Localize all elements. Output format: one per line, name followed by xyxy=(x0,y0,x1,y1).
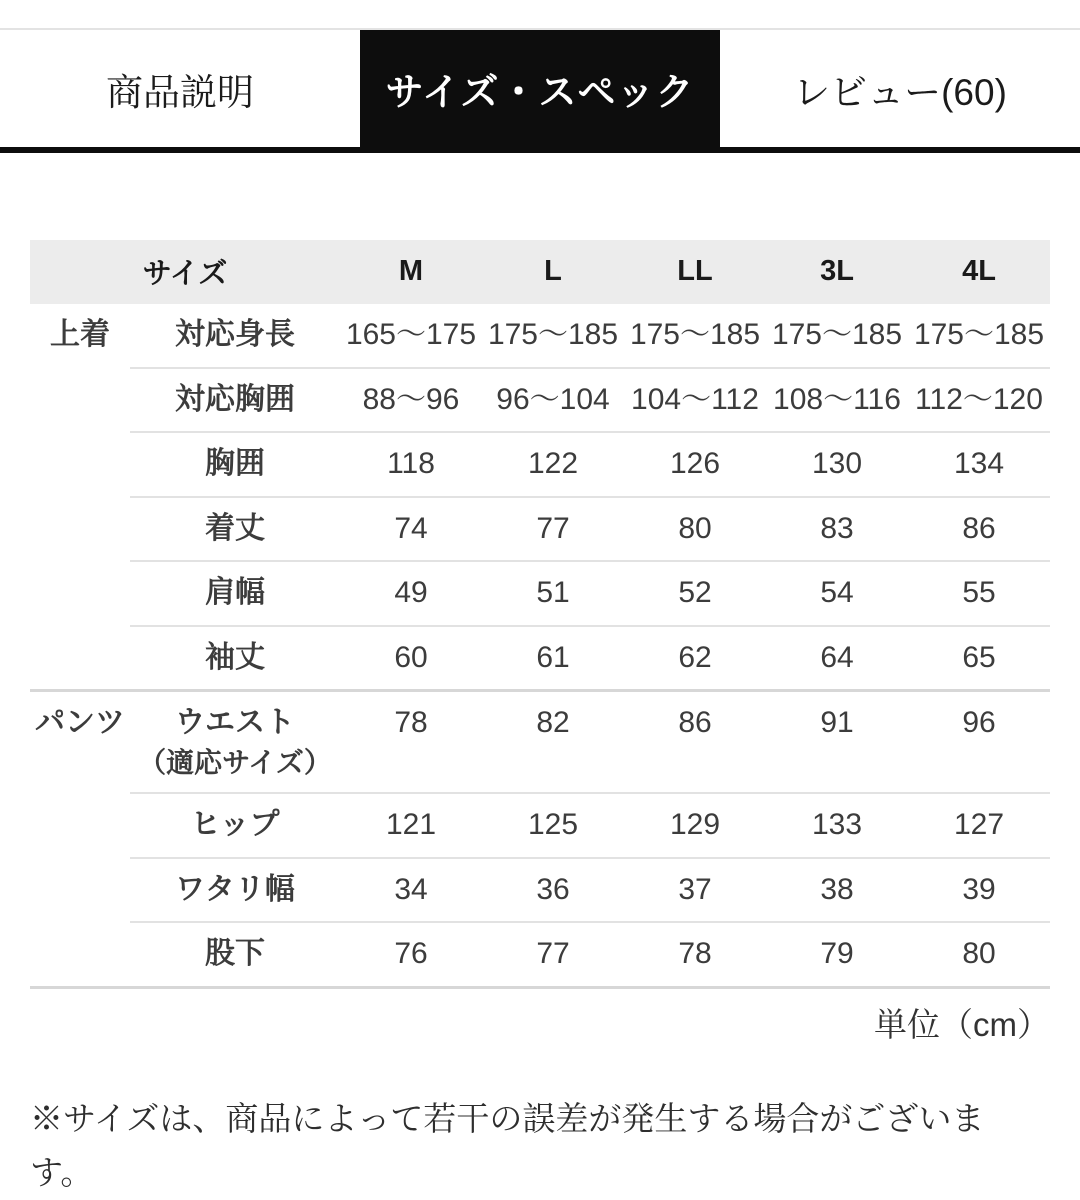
table-row xyxy=(30,497,1050,562)
top-whitespace xyxy=(0,0,1080,28)
spec-value-cell: 80 xyxy=(624,497,766,562)
spec-value-cell: 125 xyxy=(482,793,624,858)
spec-row-label: ヒップ xyxy=(130,793,340,858)
spec-value-cell: 88〜96 xyxy=(340,368,482,433)
table-row xyxy=(30,922,1050,987)
spec-value-cell: 77 xyxy=(482,497,624,562)
spec-value-cell: 108〜116 xyxy=(766,368,908,433)
spec-value-cell: 76 xyxy=(340,922,482,987)
spec-row-label: 対応胸囲 xyxy=(130,368,340,433)
spec-value-cell: 82 xyxy=(482,691,624,794)
spec-value-cell: 133 xyxy=(766,793,908,858)
spec-value-cell: 130 xyxy=(766,432,908,497)
spec-value-cell: 175〜185 xyxy=(629,318,761,351)
size-column-header: 3L xyxy=(766,240,908,304)
spec-value-cell: 74 xyxy=(340,497,482,562)
header-row xyxy=(30,240,1050,304)
spec-value-cell: 122 xyxy=(482,432,624,497)
spec-row-label: 胸囲 xyxy=(130,432,340,497)
spec-row-label: 股下 xyxy=(130,922,340,987)
spec-value-cell: 38 xyxy=(766,858,908,923)
tab-bar xyxy=(0,28,1080,153)
spec-value-cell: 77 xyxy=(482,922,624,987)
spec-value-cell: 78 xyxy=(340,691,482,794)
size-column-header: L xyxy=(482,240,624,304)
size-table-header xyxy=(30,240,1050,304)
spec-value-cell: 65 xyxy=(908,626,1050,691)
spec-row-label: 対応身長 xyxy=(175,318,295,351)
spec-value-cell: 175〜185 xyxy=(913,318,1045,351)
size-table-body xyxy=(30,304,1050,987)
spec-value-cell: 34 xyxy=(340,858,482,923)
size-header-label: サイズ xyxy=(30,240,340,304)
spec-row-label: ウエスト （適応サイズ） xyxy=(130,691,340,794)
spec-value-cell: 60 xyxy=(340,626,482,691)
spec-value-cell: 55 xyxy=(908,561,1050,626)
size-spec-section xyxy=(30,240,1050,1046)
spec-value-cell: 37 xyxy=(624,858,766,923)
spec-value-cell: 96 xyxy=(908,691,1050,794)
size-column-header: 4L xyxy=(908,240,1050,304)
table-row xyxy=(30,691,1050,794)
spec-value-cell: 36 xyxy=(482,858,624,923)
tab-reviews[interactable]: レビュー(60) xyxy=(720,30,1080,147)
spec-value-cell: 64 xyxy=(766,626,908,691)
spec-row-label: 袖丈 xyxy=(130,626,340,691)
table-row xyxy=(30,368,1050,433)
spec-value-cell: 129 xyxy=(624,793,766,858)
spec-row-label: 着丈 xyxy=(130,497,340,562)
spec-value-cell: 51 xyxy=(482,561,624,626)
spec-value-cell: 112〜120 xyxy=(908,368,1050,433)
spec-value-cell: 52 xyxy=(624,561,766,626)
garment-group-label: パンツ xyxy=(30,691,130,988)
spec-value-cell: 78 xyxy=(624,922,766,987)
spec-value-cell: 175〜185 xyxy=(487,318,619,351)
tab-product-description[interactable]: 商品説明 xyxy=(0,30,360,147)
tab-size-spec[interactable]: サイズ・スペック xyxy=(360,30,720,147)
table-row xyxy=(30,626,1050,691)
spec-value-cell: 83 xyxy=(766,497,908,562)
table-row xyxy=(30,304,1050,368)
unit-note: 単位（cm） xyxy=(874,1005,1050,1043)
spec-value-cell: 80 xyxy=(908,922,1050,987)
table-row xyxy=(30,858,1050,923)
garment-group-label: 上着 xyxy=(50,318,110,351)
spec-value-cell: 86 xyxy=(908,497,1050,562)
spec-value-cell: 121 xyxy=(340,793,482,858)
spec-value-cell: 79 xyxy=(766,922,908,987)
spec-value-cell: 165〜175 xyxy=(345,318,477,351)
spec-value-cell: 54 xyxy=(766,561,908,626)
table-row xyxy=(30,793,1050,858)
spec-value-cell: 39 xyxy=(908,858,1050,923)
spec-value-cell: 86 xyxy=(624,691,766,794)
spec-value-cell: 175〜185 xyxy=(771,318,903,351)
spec-value-cell: 49 xyxy=(340,561,482,626)
size-column-header: LL xyxy=(624,240,766,304)
spec-row-label: 肩幅 xyxy=(130,561,340,626)
spec-value-cell: 118 xyxy=(340,432,482,497)
size-disclaimer-note: ※サイズは、商品によって若干の誤差が発生する場合がございます。 xyxy=(30,1099,985,1191)
table-row xyxy=(30,432,1050,497)
spec-row-label: ワタリ幅 xyxy=(130,858,340,923)
spec-value-cell: 61 xyxy=(482,626,624,691)
size-spec-table xyxy=(30,240,1050,989)
spec-value-cell: 91 xyxy=(766,691,908,794)
spec-value-cell: 96〜104 xyxy=(482,368,624,433)
spec-value-cell: 134 xyxy=(908,432,1050,497)
size-column-header: M xyxy=(340,240,482,304)
spec-value-cell: 62 xyxy=(624,626,766,691)
spec-value-cell: 104〜112 xyxy=(624,368,766,433)
spec-value-cell: 127 xyxy=(908,793,1050,858)
spec-value-cell: 126 xyxy=(624,432,766,497)
table-row xyxy=(30,561,1050,626)
